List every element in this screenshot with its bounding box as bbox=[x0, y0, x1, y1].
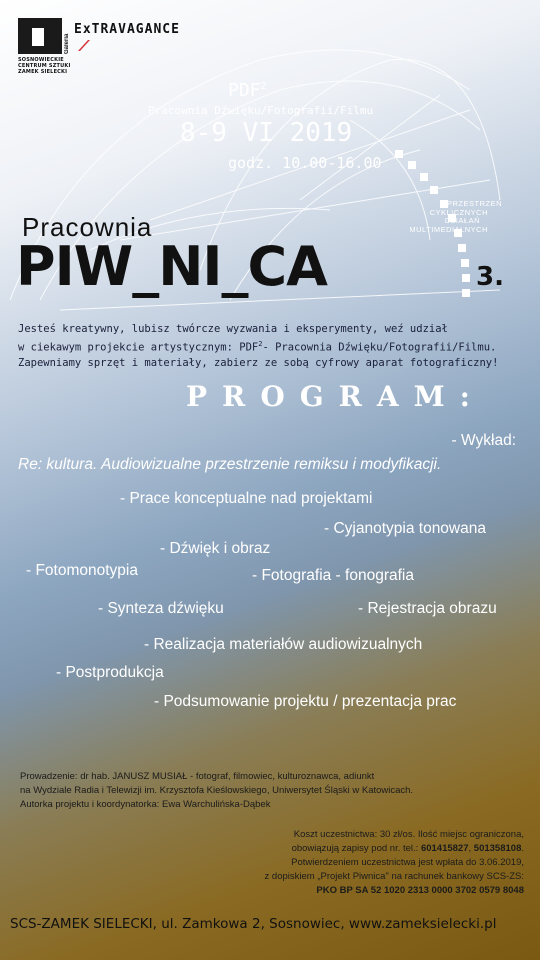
payment-line-3: Potwierdzeniem uczestnictwa jest wpłata do 3.06.2019, bbox=[291, 857, 524, 868]
title-piwnica: PIW_NI_CA bbox=[16, 235, 327, 298]
program-item-6: - Fotomonotypia bbox=[26, 562, 138, 579]
logo-org-line-1: SOSNOWIECKIE bbox=[18, 57, 64, 63]
title-pracownia: Pracownia bbox=[22, 212, 153, 242]
payment-line-1: Koszt uczestnictwa: 30 zł/os. Ilość miejsc ograniczona, bbox=[293, 829, 524, 840]
phone-number-2[interactable]: 501358108 bbox=[473, 843, 522, 854]
payment-line-4: z dopiskiem „Projekt Piwnica" na rachunek bankowy SCS-ZS: bbox=[264, 871, 524, 882]
side-line-3: DZIAŁAŃ bbox=[444, 216, 480, 225]
program-item-12: - Podsumowanie projektu / prezentacja prac bbox=[154, 693, 457, 710]
galeria-slash-icon bbox=[76, 38, 102, 52]
address-line[interactable]: SCS-ZAMEK SIELECKI, ul. Zamkowa 2, Sosnowiec, www.zameksielecki.pl bbox=[10, 916, 497, 932]
intro-text bbox=[18, 322, 524, 371]
program-item-8: - Synteza dźwięku bbox=[98, 600, 224, 617]
program-item-2: Re: kultura. Audiowizualne przestrzenie remiksu i modyfikacji. bbox=[18, 456, 442, 473]
footer-credits bbox=[20, 770, 520, 812]
logo-org-line-3: ZAMEK SIELECKI bbox=[18, 69, 68, 75]
event-subtitle: Pracownia Dźwięku/Fotografii/Filmu bbox=[148, 104, 374, 117]
event-hours: godz. 10.00-16.00 bbox=[228, 154, 382, 172]
footer-payment-info bbox=[124, 828, 524, 898]
logo-org-line-2: CENTRUM SZTUKI bbox=[18, 63, 71, 69]
galeria-vertical-label: Galeria bbox=[64, 33, 70, 54]
program-item-1: - Wykład: bbox=[451, 432, 516, 449]
side-line-4: MULTIMEDIALNYCH bbox=[409, 224, 488, 234]
program-item-4: - Cyjanotypia tonowana bbox=[324, 520, 486, 537]
program-item-9: - Rejestracja obrazu bbox=[358, 600, 497, 617]
program-item-7: - Fotografia - fonografia bbox=[252, 567, 414, 584]
event-pdf-label: PDF$^2$ bbox=[228, 80, 267, 101]
intro-line-1: Jesteś kreatywny, lubisz twórcze wyzwania i eksperymenty, weź udział bbox=[18, 323, 448, 335]
program-item-3: - Prace konceptualne nad projektami bbox=[120, 490, 373, 507]
footer-credits-line-2: na Wydziale Radia i Telewizji im. Krzysztofa Kieślowskiego, Uniwersytet Śląski w Katowicach. bbox=[20, 785, 414, 796]
program-item-5: - Dźwięk i obraz bbox=[160, 540, 271, 557]
payment-line-2: obowiązują zapisy pod nr. tel.: 601415827, 501358108. bbox=[291, 843, 524, 854]
logo-org-text bbox=[18, 57, 78, 75]
bank-account-number: PKO BP SA 52 1020 2313 0000 3702 0579 8048 bbox=[316, 885, 524, 896]
title-number: 3. bbox=[476, 262, 504, 292]
scs-logo-icon bbox=[18, 18, 62, 54]
side-line-2: CYKLICZNYCH bbox=[429, 207, 488, 217]
footer-credits-line-1: Prowadzenie: dr hab. JANUSZ MUSIAŁ - fotograf, filmowiec, kulturoznawca, adiunkt bbox=[20, 771, 375, 782]
event-dates: 8-9 VI 2019 bbox=[180, 118, 353, 148]
phone-number-1[interactable]: 601415827 bbox=[420, 843, 469, 854]
event-side-text bbox=[372, 200, 502, 234]
side-line-1: PRZESTRZEŃ bbox=[446, 199, 502, 208]
intro-line-3: Zapewniamy sprzęt i materiały, zabierz ze sobą cyfrowy aparat fotograficzny! bbox=[18, 356, 499, 369]
footer-credits-line-3: Autorka projektu i koordynatorka: Ewa Warchulińska-Dąbek bbox=[20, 799, 271, 810]
program-item-11: - Postprodukcja bbox=[56, 664, 164, 681]
program-heading: PROGRAM: bbox=[186, 380, 485, 413]
galeria-name: ExTRAVAGANCE bbox=[74, 22, 180, 37]
program-item-10: - Realizacja materiałów audiowizualnych bbox=[144, 636, 423, 653]
intro-line-2: w ciekawym projekcie artystycznym: PDF$^2$- Pracownia Dźwięku/Fotografii/Filmu. bbox=[18, 340, 497, 354]
